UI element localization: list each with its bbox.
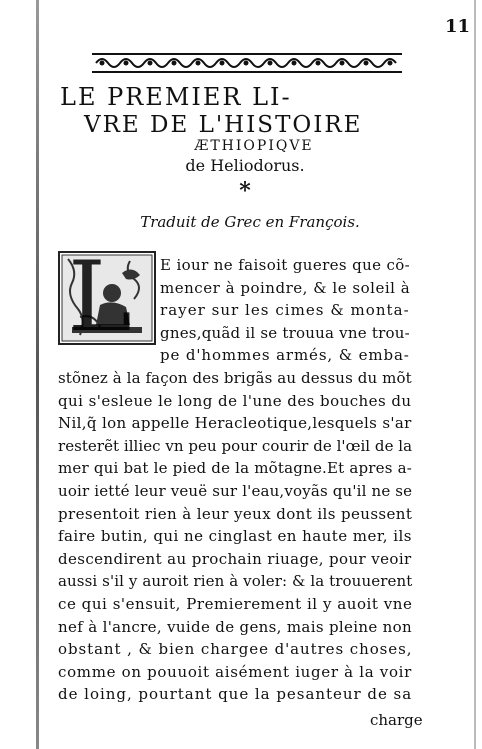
text-line: qui s'esleue le long de l'une des bouches du bbox=[58, 391, 412, 410]
text-line: E iour ne faisoit gueres que cõ- bbox=[160, 256, 411, 274]
ornament-asterisk: * bbox=[239, 178, 251, 204]
catchword: charge bbox=[370, 711, 423, 729]
drop-cap-letter: L bbox=[68, 241, 132, 353]
drop-cap bbox=[58, 241, 156, 353]
text-line: uoir ietté leur veuë sur l'eau,voyãs qu'il ne se bbox=[58, 482, 413, 500]
text-line: ce qui s'ensuit, Premierement il y auoit vne bbox=[58, 595, 413, 613]
title-line-2: VRE DE L'HISTOIRE bbox=[84, 112, 363, 138]
page-number: 11 bbox=[444, 16, 470, 37]
text-line: resterẽt illiec vn peu pour courir de l'œil de la bbox=[58, 436, 413, 455]
text-line: obstant , & bien chargee d'autres choses, bbox=[58, 640, 413, 659]
text-line: faire butin, qui ne cinglast en haute mer, ils bbox=[58, 527, 412, 546]
text-line: aussi s'il y auroit rien à voler: & la trouuerent bbox=[58, 572, 413, 591]
title-line-1: LE PREMIER LI- bbox=[60, 83, 292, 111]
text-line: de loing, pourtant que la pesanteur de sa bbox=[58, 685, 413, 704]
text-line: gnes,quãd il se trouua vne trou- bbox=[160, 323, 410, 342]
text-line: pe d'hommes armés, & emba- bbox=[160, 346, 410, 365]
title-line-4: de Heliodorus. bbox=[185, 156, 305, 175]
title-line-3: ÆTHIOPIQVE bbox=[194, 138, 314, 154]
text-line: presentoit rien à leur yeux dont ils peussent bbox=[58, 504, 413, 523]
page-edge bbox=[474, 0, 476, 749]
text-line: stõnez à la façon des brigãs au dessus du mõt bbox=[58, 369, 412, 387]
text-line: descendirent au prochain riuage, pour veoir bbox=[58, 549, 412, 568]
text-line: comme on pouuoit aisément iuger à la voir bbox=[58, 662, 413, 681]
ornament-band bbox=[92, 53, 402, 73]
text-line: nef à l'ancre, vuide de gens, mais pleine non bbox=[58, 617, 413, 636]
subtitle: Traduit de Grec en François. bbox=[140, 213, 360, 231]
text-line: mencer à poindre, & le soleil à bbox=[160, 278, 411, 297]
page-gutter bbox=[36, 0, 39, 749]
text-line: Nil,q̃ lon appelle Heracleotique,lesquels s'ar bbox=[58, 414, 412, 433]
text-line: rayer sur les cimes & monta- bbox=[160, 301, 410, 320]
text-line: mer qui bat le pied de la mõtagne.Et apres a- bbox=[58, 459, 412, 478]
